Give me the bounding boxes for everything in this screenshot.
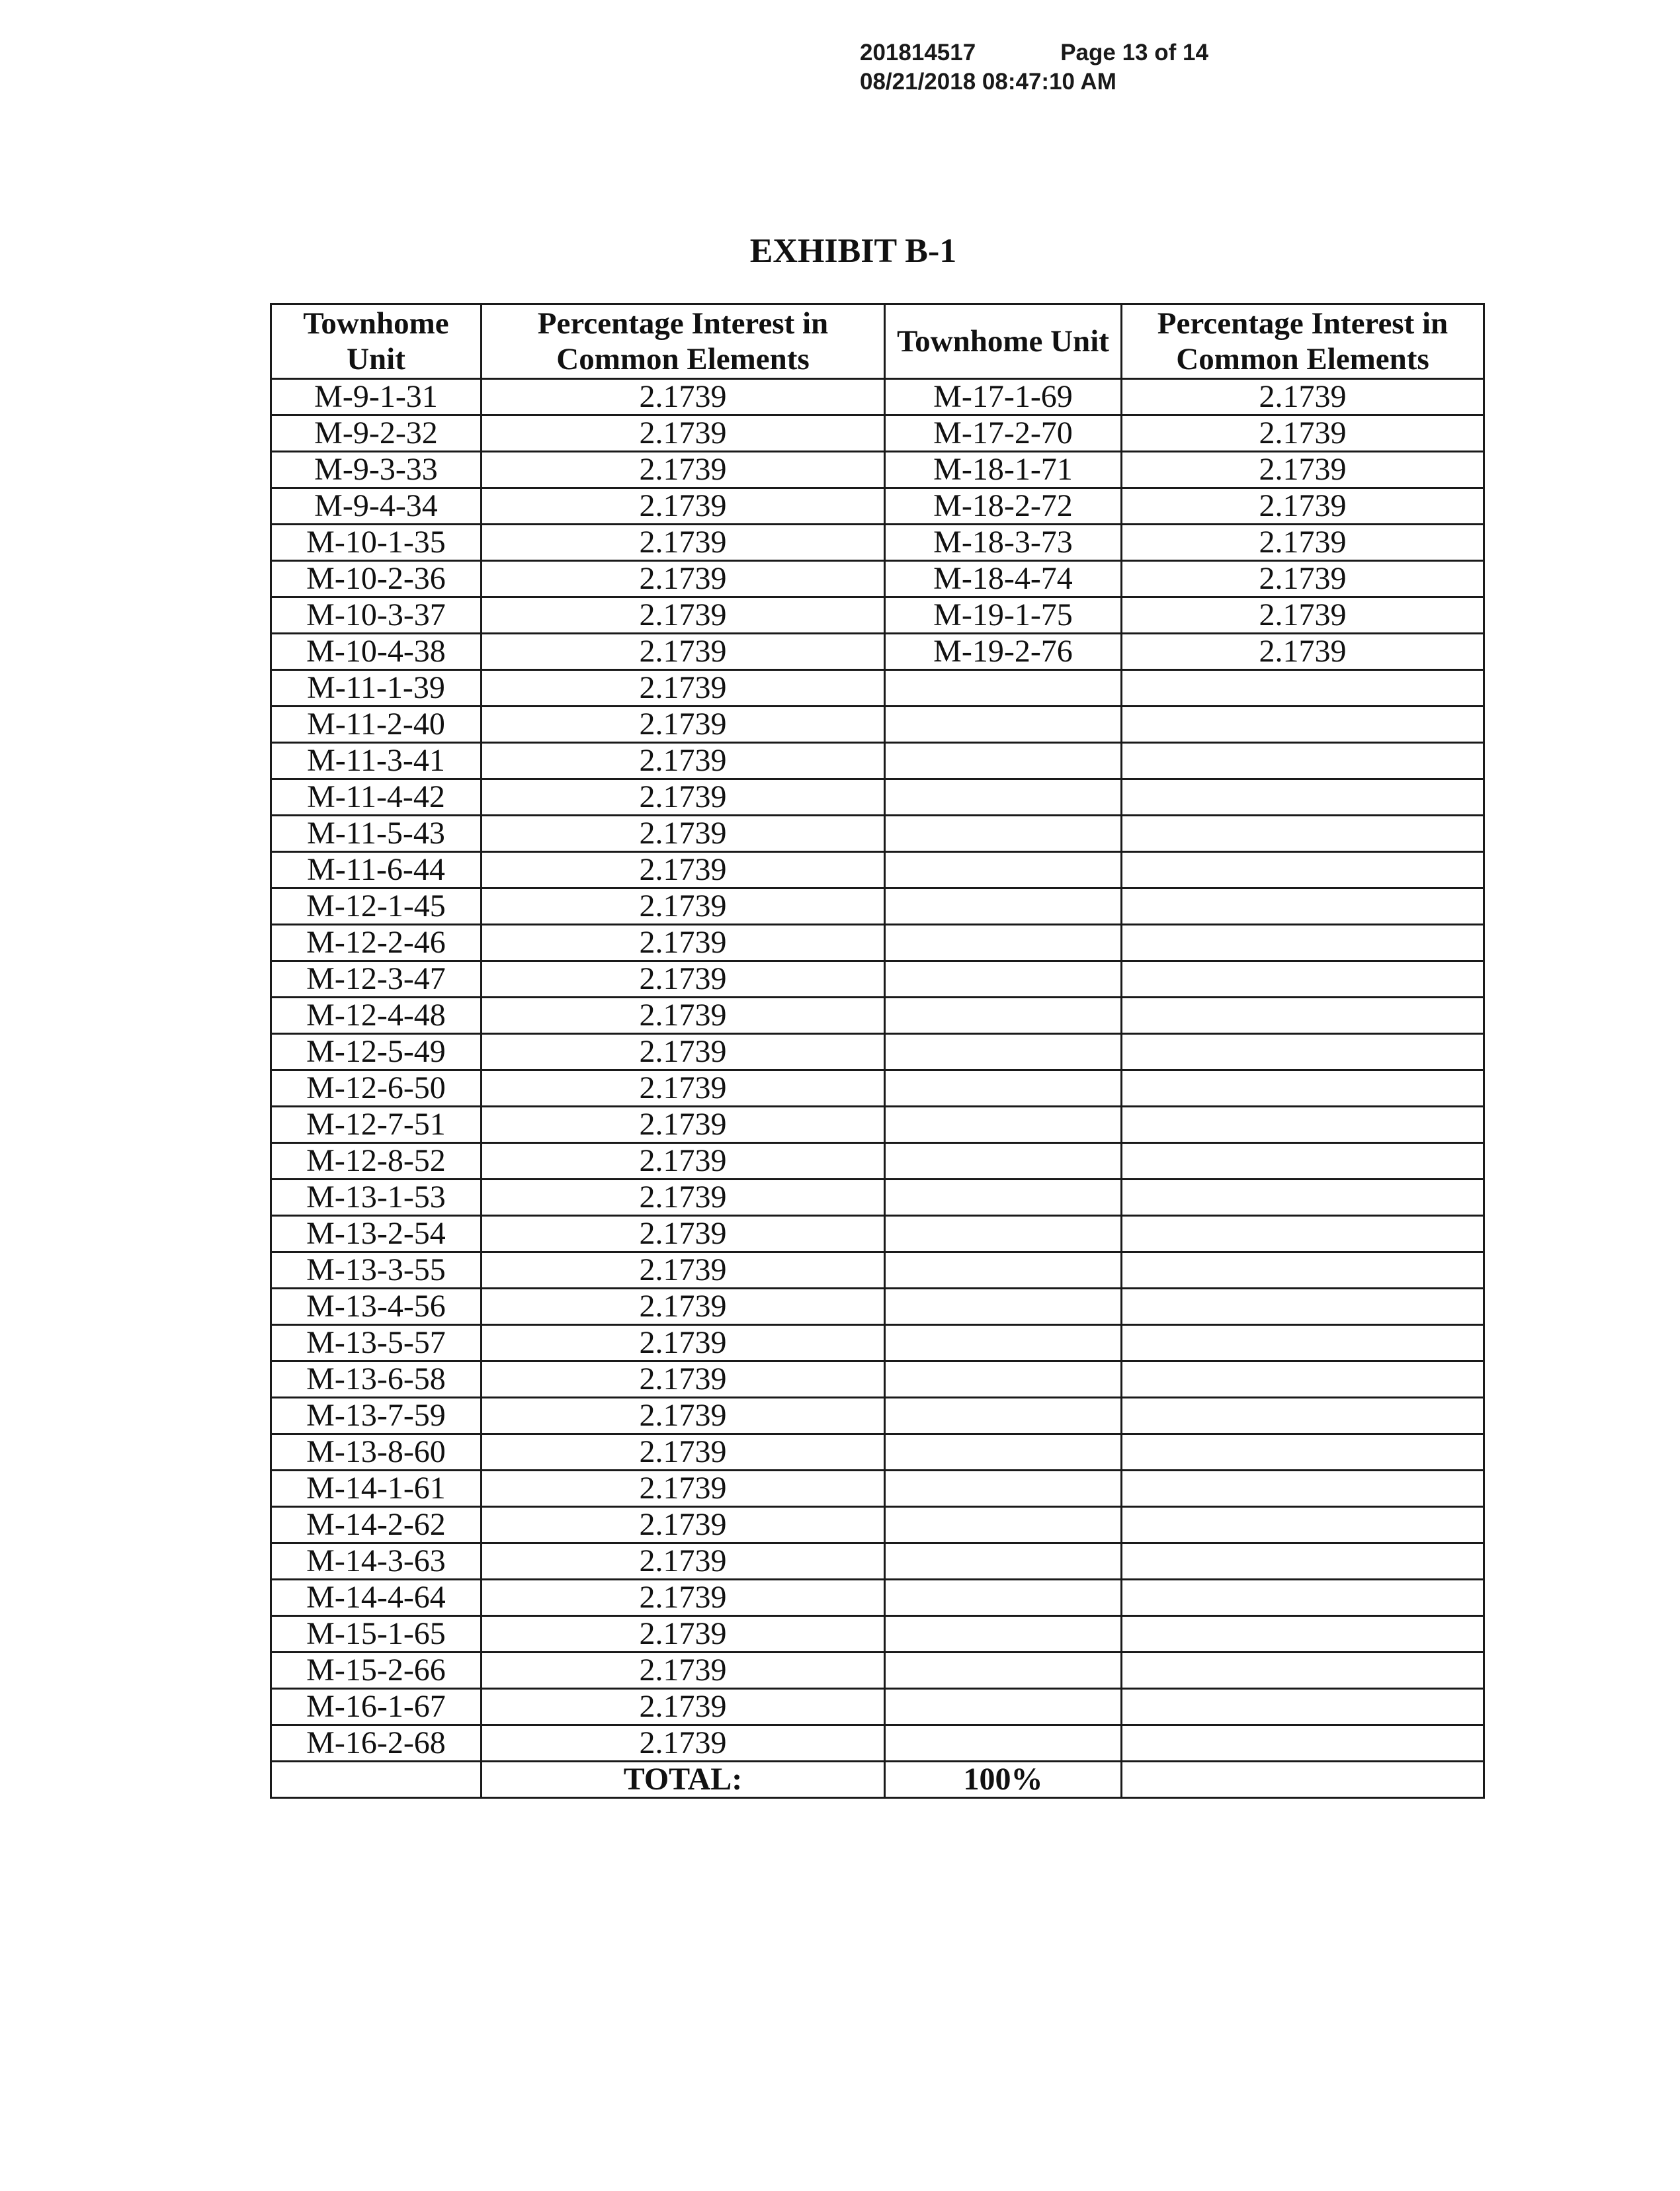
unit-cell: M-15-2-66 bbox=[271, 1653, 482, 1689]
percentage-cell: 2.1739 bbox=[482, 743, 885, 779]
table-row bbox=[271, 1180, 1484, 1216]
unit-cell: M-9-1-31 bbox=[271, 379, 482, 415]
table-row bbox=[271, 1107, 1484, 1143]
page-indicator: Page 13 of 14 bbox=[1060, 40, 1208, 65]
table-row bbox=[271, 1725, 1484, 1762]
unit-cell: M-15-1-65 bbox=[271, 1616, 482, 1653]
percentage-cell: 2.1739 bbox=[482, 1434, 885, 1471]
percentage-cell: 2.1739 bbox=[482, 1725, 885, 1762]
unit-cell: M-10-4-38 bbox=[271, 634, 482, 670]
percentage-cell bbox=[1122, 925, 1484, 961]
table-row bbox=[271, 961, 1484, 998]
percentage-cell: 2.1739 bbox=[482, 1143, 885, 1180]
table-row bbox=[271, 1143, 1484, 1180]
unit-cell: M-12-3-47 bbox=[271, 961, 482, 998]
percentage-cell bbox=[1122, 1725, 1484, 1762]
percentage-cell bbox=[1122, 1325, 1484, 1361]
percentage-cell: 2.1739 bbox=[482, 852, 885, 888]
percentage-cell: 2.1739 bbox=[482, 925, 885, 961]
percentage-cell: 2.1739 bbox=[1122, 634, 1484, 670]
header-percentage-interest: Percentage Interest in Common Elements bbox=[1122, 304, 1484, 379]
unit-cell: M-12-6-50 bbox=[271, 1070, 482, 1107]
unit-cell: M-13-7-59 bbox=[271, 1398, 482, 1434]
percentage-cell bbox=[1122, 743, 1484, 779]
unit-cell bbox=[885, 1143, 1122, 1180]
table-row bbox=[271, 852, 1484, 888]
table-row bbox=[271, 1252, 1484, 1289]
table-row bbox=[271, 1689, 1484, 1725]
exhibit-title: EXHIBIT B-1 bbox=[749, 232, 957, 270]
percentage-cell bbox=[1122, 1616, 1484, 1653]
unit-cell: M-16-1-67 bbox=[271, 1689, 482, 1725]
percentage-cell: 2.1739 bbox=[1122, 561, 1484, 597]
table-row bbox=[271, 816, 1484, 852]
header-townhome-unit: Townhome Unit bbox=[271, 304, 482, 379]
percentage-cell: 2.1739 bbox=[482, 525, 885, 561]
percentage-cell: 2.1739 bbox=[482, 452, 885, 488]
percentage-cell bbox=[1122, 888, 1484, 925]
percentage-cell: 2.1739 bbox=[1122, 379, 1484, 415]
percentage-cell: 2.1739 bbox=[482, 415, 885, 452]
recording-stamp bbox=[860, 38, 1208, 97]
table-row bbox=[271, 998, 1484, 1034]
percentage-cell: 2.1739 bbox=[482, 888, 885, 925]
table-row bbox=[271, 1434, 1484, 1471]
unit-cell: M-12-2-46 bbox=[271, 925, 482, 961]
unit-cell: M-13-8-60 bbox=[271, 1434, 482, 1471]
table-row bbox=[271, 779, 1484, 816]
percentage-cell bbox=[1122, 1252, 1484, 1289]
unit-cell bbox=[885, 816, 1122, 852]
unit-cell: M-14-1-61 bbox=[271, 1471, 482, 1507]
table-row bbox=[271, 1325, 1484, 1361]
percentage-cell: 2.1739 bbox=[482, 1289, 885, 1325]
percentage-cell: 2.1739 bbox=[482, 1689, 885, 1725]
unit-cell: M-18-3-73 bbox=[885, 525, 1122, 561]
unit-cell bbox=[885, 707, 1122, 743]
total-label: TOTAL: bbox=[482, 1762, 885, 1798]
unit-cell: M-10-2-36 bbox=[271, 561, 482, 597]
unit-cell: M-12-4-48 bbox=[271, 998, 482, 1034]
percentage-cell bbox=[1122, 1471, 1484, 1507]
unit-cell bbox=[885, 1471, 1122, 1507]
unit-cell: M-18-4-74 bbox=[885, 561, 1122, 597]
percentage-cell bbox=[1122, 1434, 1484, 1471]
unit-cell: M-12-5-49 bbox=[271, 1034, 482, 1070]
unit-cell: M-9-4-34 bbox=[271, 488, 482, 525]
percentage-cell: 2.1739 bbox=[482, 634, 885, 670]
total-empty-cell bbox=[271, 1762, 482, 1798]
table-row bbox=[271, 379, 1484, 415]
unit-cell bbox=[885, 1725, 1122, 1762]
table-row bbox=[271, 925, 1484, 961]
table-row bbox=[271, 1507, 1484, 1543]
unit-cell: M-14-4-64 bbox=[271, 1580, 482, 1616]
percentage-cell bbox=[1122, 1289, 1484, 1325]
percentage-cell: 2.1739 bbox=[482, 1180, 885, 1216]
unit-cell bbox=[885, 1325, 1122, 1361]
unit-cell: M-13-2-54 bbox=[271, 1216, 482, 1252]
percentage-cell: 2.1739 bbox=[482, 1616, 885, 1653]
unit-cell: M-12-1-45 bbox=[271, 888, 482, 925]
percentage-cell: 2.1739 bbox=[1122, 452, 1484, 488]
unit-cell: M-12-8-52 bbox=[271, 1143, 482, 1180]
unit-cell: M-13-4-56 bbox=[271, 1289, 482, 1325]
percentage-cell bbox=[1122, 1034, 1484, 1070]
percentage-cell bbox=[1122, 1070, 1484, 1107]
percentage-cell: 2.1739 bbox=[482, 1034, 885, 1070]
unit-cell: M-13-5-57 bbox=[271, 1325, 482, 1361]
unit-cell: M-11-1-39 bbox=[271, 670, 482, 707]
percentage-cell: 2.1739 bbox=[482, 561, 885, 597]
percentage-cell bbox=[1122, 1653, 1484, 1689]
total-row bbox=[271, 1762, 1484, 1798]
percentage-cell: 2.1739 bbox=[482, 961, 885, 998]
total-empty-cell bbox=[1122, 1762, 1484, 1798]
unit-cell: M-9-2-32 bbox=[271, 415, 482, 452]
unit-cell bbox=[885, 1289, 1122, 1325]
table-row bbox=[271, 1616, 1484, 1653]
unit-cell: M-19-1-75 bbox=[885, 597, 1122, 634]
percentage-cell bbox=[1122, 1398, 1484, 1434]
header-percentage-interest: Percentage Interest in Common Elements bbox=[482, 304, 885, 379]
unit-cell bbox=[885, 1070, 1122, 1107]
table-row bbox=[271, 1471, 1484, 1507]
table-row bbox=[271, 1289, 1484, 1325]
table-row bbox=[271, 670, 1484, 707]
unit-cell: M-11-6-44 bbox=[271, 852, 482, 888]
unit-cell bbox=[885, 1180, 1122, 1216]
percentage-cell bbox=[1122, 1543, 1484, 1580]
unit-cell bbox=[885, 888, 1122, 925]
unit-cell: M-11-4-42 bbox=[271, 779, 482, 816]
percentage-cell: 2.1739 bbox=[482, 488, 885, 525]
table-row bbox=[271, 888, 1484, 925]
table-row bbox=[271, 1653, 1484, 1689]
table-row bbox=[271, 634, 1484, 670]
percentage-cell bbox=[1122, 852, 1484, 888]
unit-cell bbox=[885, 1107, 1122, 1143]
table-row bbox=[271, 1216, 1484, 1252]
unit-cell: M-14-2-62 bbox=[271, 1507, 482, 1543]
percentage-cell bbox=[1122, 1107, 1484, 1143]
table-row bbox=[271, 707, 1484, 743]
unit-cell bbox=[885, 1580, 1122, 1616]
unit-cell bbox=[885, 1034, 1122, 1070]
table-row bbox=[271, 597, 1484, 634]
unit-cell: M-17-2-70 bbox=[885, 415, 1122, 452]
percentage-cell: 2.1739 bbox=[482, 1216, 885, 1252]
percentage-cell bbox=[1122, 1216, 1484, 1252]
unit-cell bbox=[885, 925, 1122, 961]
percentage-cell: 2.1739 bbox=[1122, 488, 1484, 525]
table-row bbox=[271, 1580, 1484, 1616]
percentage-cell: 2.1739 bbox=[482, 597, 885, 634]
unit-cell: M-10-3-37 bbox=[271, 597, 482, 634]
unit-cell: M-16-2-68 bbox=[271, 1725, 482, 1762]
unit-cell: M-11-5-43 bbox=[271, 816, 482, 852]
percentage-cell bbox=[1122, 998, 1484, 1034]
percentage-cell: 2.1739 bbox=[482, 707, 885, 743]
unit-cell: M-9-3-33 bbox=[271, 452, 482, 488]
table-row bbox=[271, 1361, 1484, 1398]
unit-cell: M-18-2-72 bbox=[885, 488, 1122, 525]
unit-cell: M-10-1-35 bbox=[271, 525, 482, 561]
percentage-cell: 2.1739 bbox=[482, 1507, 885, 1543]
table-header-row bbox=[271, 304, 1484, 379]
unit-cell bbox=[885, 1216, 1122, 1252]
percentage-cell: 2.1739 bbox=[482, 1070, 885, 1107]
table-row bbox=[271, 452, 1484, 488]
percentage-cell bbox=[1122, 1689, 1484, 1725]
percentage-cell bbox=[1122, 707, 1484, 743]
unit-cell: M-11-3-41 bbox=[271, 743, 482, 779]
percentage-cell bbox=[1122, 1361, 1484, 1398]
table-row bbox=[271, 488, 1484, 525]
unit-cell bbox=[885, 670, 1122, 707]
unit-cell: M-14-3-63 bbox=[271, 1543, 482, 1580]
table-row bbox=[271, 1543, 1484, 1580]
unit-cell bbox=[885, 1398, 1122, 1434]
unit-cell bbox=[885, 1616, 1122, 1653]
percentage-cell: 2.1739 bbox=[482, 1252, 885, 1289]
stamp-line-1 bbox=[860, 38, 1208, 67]
unit-cell bbox=[885, 1434, 1122, 1471]
unit-cell: M-19-2-76 bbox=[885, 634, 1122, 670]
percentage-cell bbox=[1122, 1143, 1484, 1180]
unit-cell bbox=[885, 961, 1122, 998]
header-townhome-unit: Townhome Unit bbox=[885, 304, 1122, 379]
percentage-cell bbox=[1122, 670, 1484, 707]
percentage-cell: 2.1739 bbox=[1122, 525, 1484, 561]
table-row bbox=[271, 1070, 1484, 1107]
unit-cell bbox=[885, 852, 1122, 888]
percentage-cell bbox=[1122, 779, 1484, 816]
percentage-cell bbox=[1122, 961, 1484, 998]
unit-cell: M-18-1-71 bbox=[885, 452, 1122, 488]
percentage-cell: 2.1739 bbox=[482, 379, 885, 415]
percentage-cell bbox=[1122, 1507, 1484, 1543]
document-number: 201814517 bbox=[860, 40, 976, 65]
percentage-cell: 2.1739 bbox=[482, 1361, 885, 1398]
percentage-cell: 2.1739 bbox=[482, 1653, 885, 1689]
table-row bbox=[271, 1398, 1484, 1434]
percentage-cell bbox=[1122, 1180, 1484, 1216]
unit-cell: M-13-1-53 bbox=[271, 1180, 482, 1216]
table-row bbox=[271, 743, 1484, 779]
percentage-cell: 2.1739 bbox=[482, 1398, 885, 1434]
unit-cell bbox=[885, 779, 1122, 816]
unit-cell bbox=[885, 1689, 1122, 1725]
recording-datetime: 08/21/2018 08:47:10 AM bbox=[860, 69, 1116, 95]
unit-cell bbox=[885, 1543, 1122, 1580]
table-row bbox=[271, 561, 1484, 597]
unit-cell: M-11-2-40 bbox=[271, 707, 482, 743]
percentage-cell: 2.1739 bbox=[1122, 415, 1484, 452]
percentage-cell: 2.1739 bbox=[482, 1471, 885, 1507]
percentage-cell bbox=[1122, 1580, 1484, 1616]
unit-cell bbox=[885, 743, 1122, 779]
table-row bbox=[271, 1034, 1484, 1070]
percentage-cell: 2.1739 bbox=[482, 1107, 885, 1143]
unit-cell bbox=[885, 998, 1122, 1034]
unit-cell bbox=[885, 1252, 1122, 1289]
unit-cell: M-12-7-51 bbox=[271, 1107, 482, 1143]
percentage-cell: 2.1739 bbox=[482, 1325, 885, 1361]
total-value: 100% bbox=[885, 1762, 1122, 1798]
percentage-cell: 2.1739 bbox=[482, 816, 885, 852]
percentage-cell: 2.1739 bbox=[482, 998, 885, 1034]
percentage-cell: 2.1739 bbox=[482, 1543, 885, 1580]
unit-cell: M-13-6-58 bbox=[271, 1361, 482, 1398]
unit-cell bbox=[885, 1653, 1122, 1689]
percentage-cell: 2.1739 bbox=[482, 1580, 885, 1616]
table-row bbox=[271, 525, 1484, 561]
unit-cell: M-17-1-69 bbox=[885, 379, 1122, 415]
percentage-cell: 2.1739 bbox=[1122, 597, 1484, 634]
percentage-interest-table bbox=[270, 303, 1485, 1799]
percentage-cell bbox=[1122, 816, 1484, 852]
percentage-cell: 2.1739 bbox=[482, 670, 885, 707]
table-row bbox=[271, 415, 1484, 452]
unit-cell bbox=[885, 1507, 1122, 1543]
percentage-cell: 2.1739 bbox=[482, 779, 885, 816]
unit-cell: M-13-3-55 bbox=[271, 1252, 482, 1289]
unit-cell bbox=[885, 1361, 1122, 1398]
